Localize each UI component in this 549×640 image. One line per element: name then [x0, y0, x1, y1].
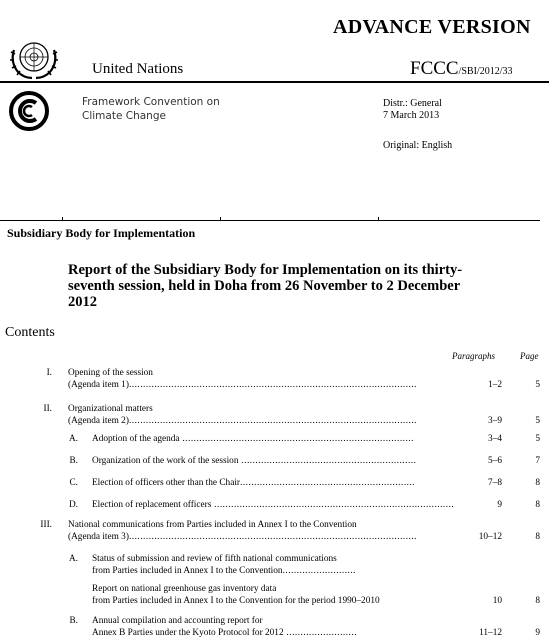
rule-tick [220, 217, 221, 221]
contents-heading: Contents [5, 325, 55, 340]
body-rule [0, 220, 540, 221]
rule-tick [378, 217, 379, 221]
body-name: Subsidiary Body for Implementation [7, 226, 196, 240]
original-language: Original: English [383, 140, 453, 151]
un-emblem-icon [6, 36, 62, 82]
advance-version-label: ADVANCE VERSION [333, 16, 531, 38]
unfccc-logo-icon [8, 90, 50, 132]
organization-name: United Nations [92, 61, 184, 77]
page-column-header: Page [520, 351, 539, 361]
document-symbol: FCCC/SBI/2012/33 [410, 58, 513, 79]
header-rule [0, 81, 549, 83]
paragraphs-column-header: Paragraphs [452, 351, 496, 361]
distribution-info: Distr.: General 7 March 2013 [383, 98, 442, 121]
report-title: Report of the Subsidiary Body for Implementation on its thirty-seventh session, held in Doha from 26 November to 2 December 2012 [68, 262, 463, 310]
rule-tick [62, 217, 63, 221]
convention-name: Framework Convention on Climate Change [82, 96, 220, 122]
